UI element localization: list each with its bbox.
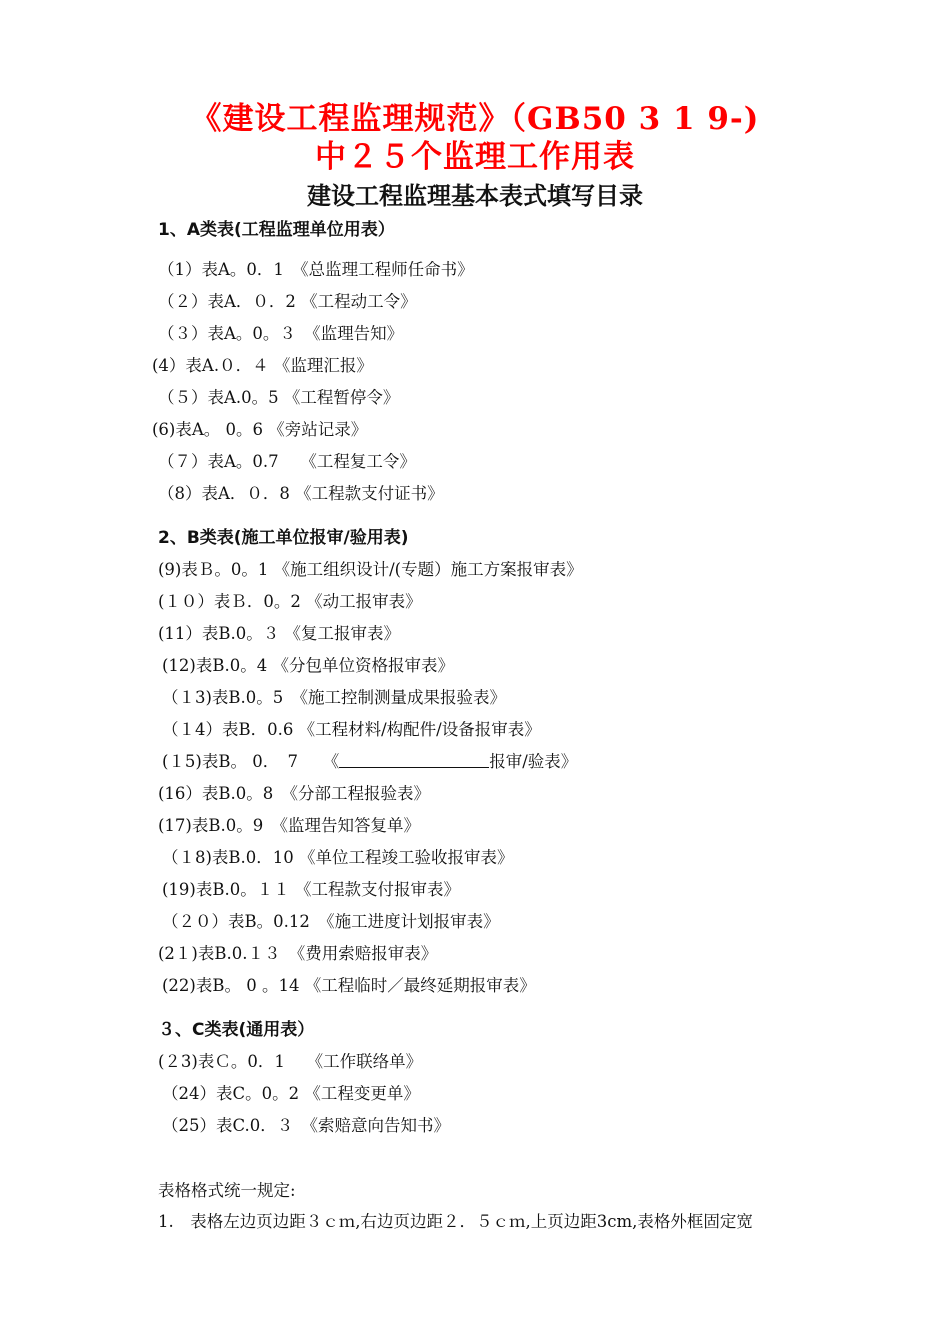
format-rules-heading: 表格格式统一规定: [158, 1181, 296, 1200]
list-item: (19)表B.0。１１ 《工程款支付报审表》 [162, 880, 460, 899]
list-item: (4）表A.０．４ 《监理汇报》 [152, 356, 373, 375]
list-item: （２）表A．０．2 《工程动工令》 [158, 292, 417, 311]
list-item: （１8)表B.0．10 《单位工程竣工验收报审表》 [162, 848, 514, 867]
list-item: (22)表B。 0 。14 《工程临时／最终延期报审表》 [162, 976, 536, 995]
list-item: （25）表C.0．３ 《索赔意向告知书》 [162, 1116, 451, 1135]
document-subtitle: 建设工程监理基本表式填写目录 [307, 182, 643, 210]
format-rule-1: 1. 表格左边页边距３ｃｍ,右边页边距２．５ｃｍ,上页边距3cm,表格外框固定宽 [158, 1212, 753, 1231]
document-title-line1: 《建设工程监理规范》（GB50 3 1 9-) [190, 101, 760, 137]
list-item: (12)表B.0。4 《分包单位资格报审表》 [162, 656, 454, 675]
section-b-heading: 2、B类表(施工单位报审/验用表) [158, 528, 409, 548]
list-item: (２3)表Ｃ。0．1 《工作联络单》 [158, 1052, 423, 1071]
list-item: （１3)表B.0。5 《施工控制测量成果报验表》 [162, 688, 507, 707]
list-item: (１０）表Ｂ．0。2 《动工报审表》 [158, 592, 422, 611]
list-item: (17)表B.0。9 《监理告知答复单》 [158, 816, 420, 835]
blank-underline [339, 751, 489, 768]
list-item: （24）表C。0。2 《工程变更单》 [162, 1084, 420, 1103]
list-item: (11）表B.0。３ 《复工报审表》 [158, 624, 401, 643]
document-title-line2: 中２５个监理工作用表 [315, 139, 635, 175]
list-item: （1）表A。0．1 《总监理工程师任命书》 [158, 260, 474, 279]
list-item: （７）表A。0.7 《工程复工令》 [158, 452, 416, 471]
list-item: （8）表A．０．8 《工程款支付证书》 [158, 484, 444, 503]
blank-form-suffix: 报审/验表》 [489, 752, 578, 771]
list-item: (16）表B.0。8 《分部工程报验表》 [158, 784, 431, 803]
section-c-heading: ３、C类表(通用表） [158, 1020, 315, 1040]
list-item: (6)表A。 0。6 《旁站记录》 [152, 420, 368, 439]
list-item: （５）表A.0。5 《工程暂停令》 [158, 388, 400, 407]
list-item-blank-form [162, 751, 577, 773]
list-item: (9)表Ｂ。0。1 《施工组织设计/(专题）施工方案报审表》 [158, 560, 583, 579]
blank-form-prefix: (１5)表B。 0． 7 《 [162, 752, 340, 771]
list-item: （２０）表B。0.12 《施工进度计划报审表》 [162, 912, 500, 931]
list-item: （３）表A。0。３ 《监理告知》 [158, 324, 404, 343]
list-item: (2１)表B.0.１３ 《费用索赔报审表》 [158, 944, 438, 963]
section-a-heading: 1、A类表(工程监理单位用表） [158, 220, 395, 240]
list-item: （１4）表B．0.6 《工程材料/构配件/设备报审表》 [162, 720, 541, 739]
